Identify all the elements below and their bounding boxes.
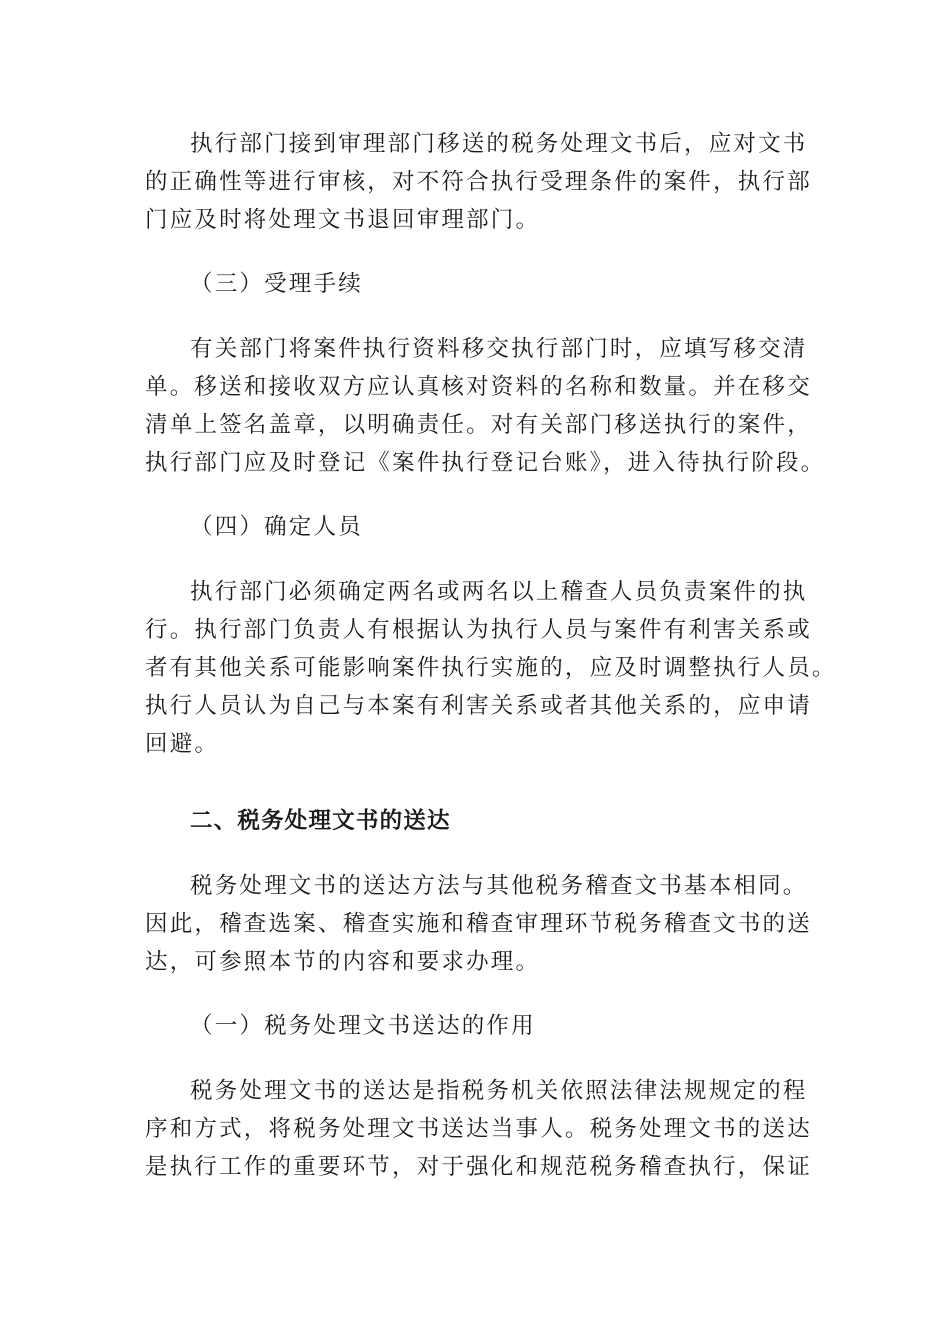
paragraph-1-line-2: 的正确性等进行审核，对不符合执行受理条件的案件，执行部 <box>145 169 812 195</box>
paragraph-2-line-2: 单。移送和接收双方应认真核对资料的名称和数量。并在移交 <box>145 374 812 400</box>
paragraph-1-line-1: 执行部门接到审理部门移送的税务处理文书后，应对文书 <box>190 131 808 157</box>
paragraph-3-line-4: 执行人员认为自己与本案有利害关系或者其他关系的，应申请 <box>145 693 812 719</box>
paragraph-2-line-4: 执行部门应及时登记《案件执行登记台账》，进入待执行阶段。 <box>145 450 826 476</box>
paragraph-2-line-3: 清单上签名盖章，以明确责任。对有关部门移送执行的案件， <box>145 412 812 438</box>
paragraph-5-line-2: 序和方式，将税务处理文书送达当事人。税务处理文书的送达 <box>145 1116 812 1142</box>
paragraph-2-line-1: 有关部门将案件执行资料移交执行部门时，应填写移交清 <box>190 336 808 362</box>
paragraph-4-line-3: 达，可参照本节的内容和要求办理。 <box>145 949 541 975</box>
paragraph-4-line-1: 税务处理文书的送达方法与其他税务稽查文书基本相同。 <box>190 873 808 899</box>
paragraph-1-line-3: 门应及时将处理文书退回审理部门。 <box>145 207 541 233</box>
paragraph-3-line-2: 行。执行部门负责人有根据认为执行人员与案件有利害关系或 <box>145 617 812 643</box>
paragraph-3-line-3: 者有其他关系可能影响案件执行实施的，应及时调整执行人员。 <box>145 655 837 681</box>
section-heading-4: （四）确定人员 <box>190 514 363 540</box>
paragraph-3-line-1: 执行部门必须确定两名或两名以上稽查人员负责案件的执 <box>190 579 808 605</box>
section-heading-3: （三）受理手续 <box>190 271 363 297</box>
paragraph-5-line-3: 是执行工作的重要环节，对于强化和规范税务稽查执行，保证 <box>145 1154 812 1180</box>
paragraph-4-line-2: 因此，稽查选案、稽查实施和稽查审理环节税务稽查文书的送 <box>145 911 812 937</box>
paragraph-3-line-5: 回避。 <box>145 731 220 757</box>
chapter-heading-2: 二、税务处理文书的送达 <box>190 808 451 834</box>
paragraph-5-line-1: 税务处理文书的送达是指税务机关依照法律法规规定的程 <box>190 1078 808 1104</box>
section-heading-1: （一）税务处理文书送达的作用 <box>190 1013 536 1039</box>
